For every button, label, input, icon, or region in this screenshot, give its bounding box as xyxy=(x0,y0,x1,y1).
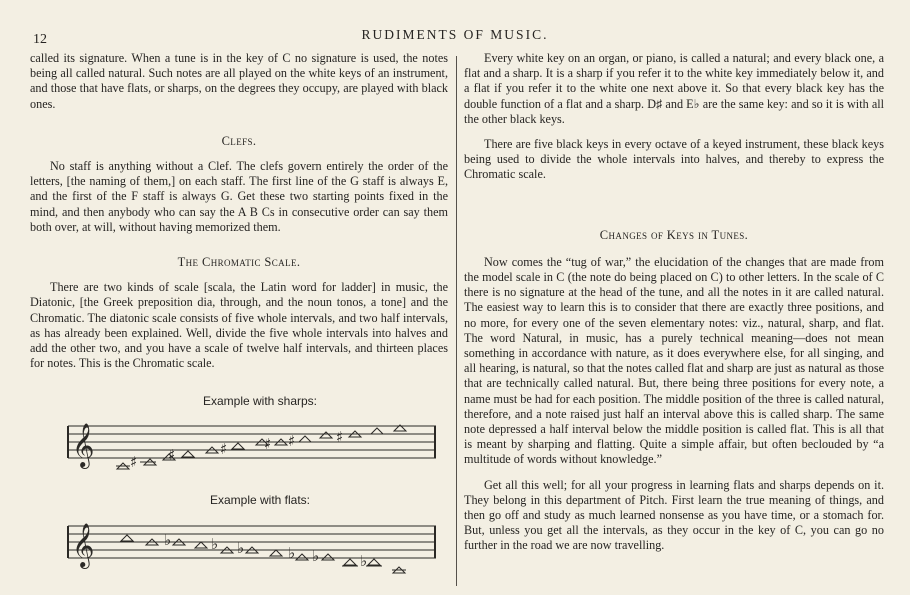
treble-clef-icon: 𝄞 xyxy=(72,423,95,467)
sharp-icon: ♯ xyxy=(336,428,344,446)
sharp-icon: ♯ xyxy=(264,435,272,453)
note xyxy=(232,443,244,449)
note xyxy=(299,436,311,442)
sharp-icon: ♯ xyxy=(220,440,228,458)
flat-icon: ♭ xyxy=(288,544,296,562)
note xyxy=(182,451,194,457)
flat-icon: ♭ xyxy=(237,539,245,557)
page-number: 12 xyxy=(33,32,47,47)
heading-clefs: Clefs. xyxy=(221,133,257,148)
sharp-icon: ♯ xyxy=(168,446,176,464)
heading-changes-of-keys: Changes of Keys in Tunes. xyxy=(599,227,749,242)
paragraph-tug-of-war: Now comes the “tug of war,” the elucidation of the changes that are made from the model scale in C (the note do being placed on C) to other letters. In the scale of C there is no signature at the head of the tune, and all the notes in it are called natural. The easiest way to learn this is to consider that there are exactly three positions, and no more, for every one of the seven elementary notes: viz., natural, sharp, and flat. The word Natural, in music, has a purely technical meaning—does not mean something in accordance with nature, as it does everywhere else, for all singing, and all hearing, is natural, so that the notes called flat and sharp are just as natural as those that are technically called natural. But, there being three positions for every note, a name must be had for each position. The middle position of the three is called natural, therefore, and a note raised just half an interval above this is called sharp. The same note depressed a half interval below the middle position is called flat. This is all that is meant by sharping and flatting. Quite a simple affair, but often beclouded by “a multitude of words without knowledge.” xyxy=(464,254,884,467)
running-title: RUDIMENTS OF MUSIC. xyxy=(361,27,549,42)
flat-icon: ♭ xyxy=(164,531,172,549)
flat-icon: ♭ xyxy=(312,547,320,565)
note xyxy=(322,554,334,560)
flat-icon: ♭ xyxy=(360,552,368,570)
paragraph-black-keys: There are five black keys in every octave of a keyed instrument, these black keys being used to divide the whole intervals into halves, and thereby to express the Chromatic scale. xyxy=(464,137,884,182)
note xyxy=(195,542,207,548)
paragraph-white-keys: Every white key on an organ, or piano, is called a natural; and every black one, a flat and a sharp. It is a sharp if you refer it to the white key immediately below it, and a flat if you refer it to the white one next above it. So that every black key has the double function of a flat and a sharp. D♯ and E♭ are the same key: and so it is with all the other black keys. xyxy=(464,51,884,126)
column-divider xyxy=(456,56,457,586)
staff-sharps xyxy=(66,418,438,474)
treble-clef-icon: 𝄞 xyxy=(72,523,95,567)
paragraph-clefs: No staff is anything without a Clef. The clefs govern entirely the order of the letters, [the naming of them,] on each staff. The first line of the G staff is always E, and the first of the F staff is always G. Get these two starting points fixed in the mind, and then anybody who can say the A B Cs in consecutive order can say them both over, at will, without having memorized them. xyxy=(30,159,448,234)
note xyxy=(296,554,308,560)
heading-chromatic-scale: The Chromatic Scale. xyxy=(177,255,301,270)
example-sharps-label: Example with sharps: xyxy=(202,394,318,408)
note xyxy=(270,550,282,556)
sharp-icon: ♯ xyxy=(288,432,296,450)
note xyxy=(368,559,380,565)
note xyxy=(320,432,332,438)
note xyxy=(121,535,133,541)
paragraph-chromatic-scale: There are two kinds of scale [scala, the Latin word for ladder] in music, the Diatonic, [the Greek preposition dia, through, and the noun tonos, a tone] and the Chromatic. The diatonic scale consists of five whole intervals, and two half intervals, as has already been explained. Well, divide the five whole intervals into halves and add the other two, and you have a scale of twelve half intervals, and thirteen places for notes. This is the Chromatic scale. xyxy=(30,280,448,371)
paragraph-get-all-this: Get all this well; for all your progress in learning flats and sharps depends on it. They belong in this department of Pitch. First learn the true meaning of things, and then go off and study as much learned nonsense as you have time, or a stomach for. But, unless you get all the intervals, as they occur in the key of C, you can go no further in the road we are now travelling. xyxy=(464,477,884,553)
note xyxy=(371,428,383,434)
sharp-icon: ♯ xyxy=(130,453,138,471)
flat-icon: ♭ xyxy=(211,535,219,553)
right-column xyxy=(464,51,884,554)
left-column xyxy=(30,51,448,371)
staff-flats xyxy=(66,518,438,574)
note xyxy=(344,559,356,565)
example-flats-label: Example with flats: xyxy=(209,493,311,507)
paragraph-signature: called its signature. When a tune is in the key of C no signature is used, the notes being all called natural. Such notes are all played on the white keys of an instrument, and those that have flats, or sharps, on the degrees they occupy, are played with black ones. xyxy=(30,51,448,111)
